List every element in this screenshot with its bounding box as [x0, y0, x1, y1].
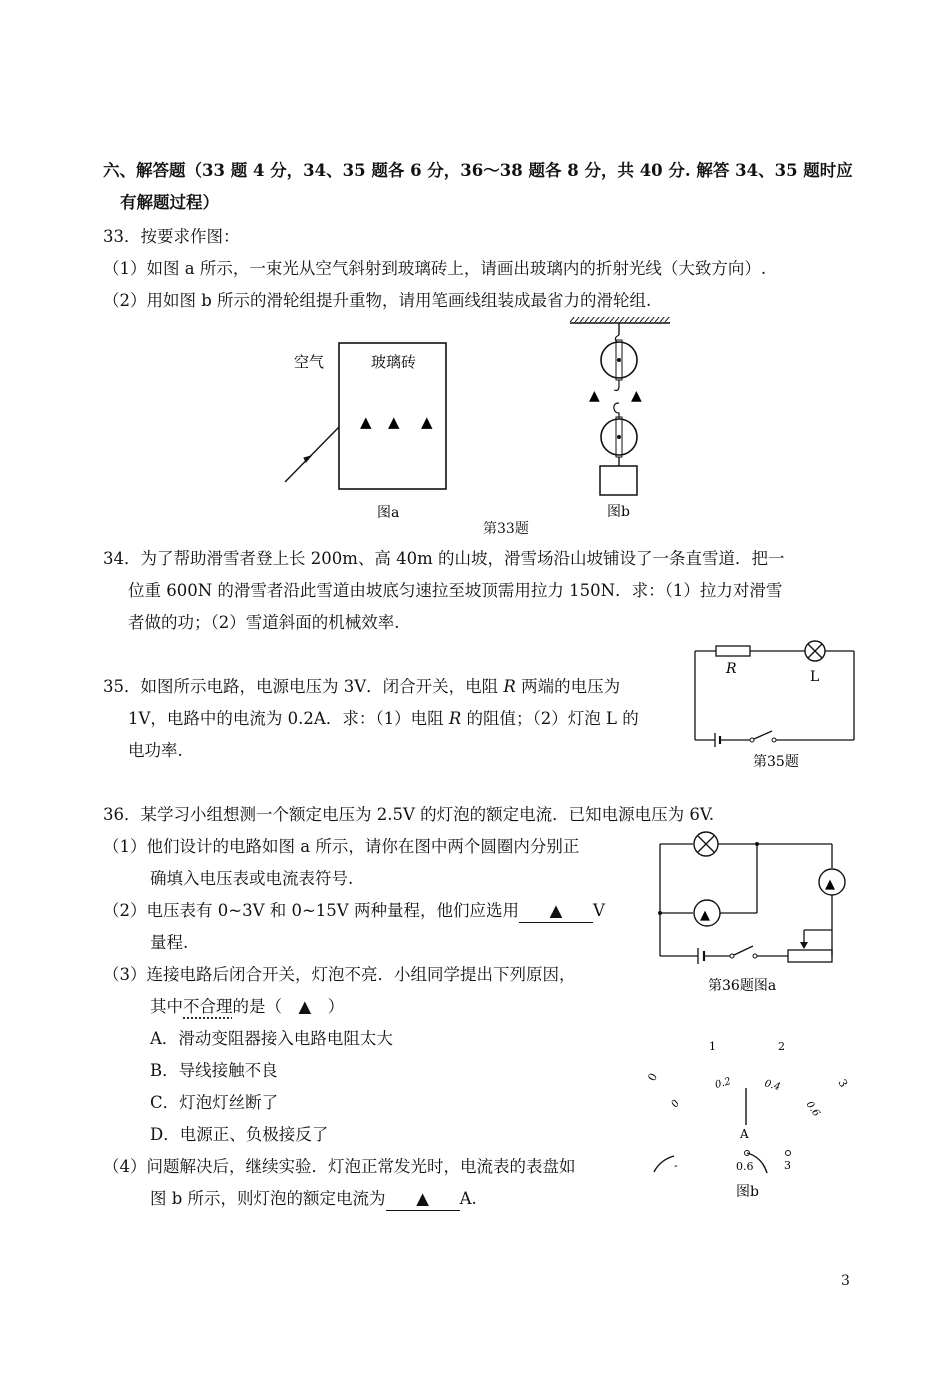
q36-part1-line1: （1）他们设计的电路如图 a 所示，请你在图中两个圆圈内分别正: [103, 837, 580, 856]
q34-line1: 34．为了帮助滑雪者登上长 200m、高 40m 的山坡，滑雪场沿山坡铺设了一条直雪道．把一: [103, 549, 785, 568]
q33-caption: 第33题: [483, 521, 529, 537]
section-title-line2: 有解题过程）: [120, 193, 219, 212]
unit-label: A: [740, 1127, 749, 1141]
fig-a-caption: 图a: [377, 505, 400, 521]
q35-line3: 电功率.: [128, 741, 183, 760]
q36-fig-b-caption: 图b: [736, 1184, 759, 1200]
lower-scale-label: 0.4: [763, 1078, 782, 1094]
upper-scale-label: 2: [778, 1040, 785, 1053]
answer-marker: ▲: [388, 413, 400, 431]
answer-marker: ▲: [589, 388, 600, 404]
terminal-label: 3: [784, 1159, 791, 1172]
q36-fig-a-caption: 第36题图a: [708, 978, 777, 994]
terminal-label: 0.6: [736, 1160, 754, 1173]
air-label: 空气: [294, 353, 325, 371]
option-c: C．灯泡灯丝断了: [150, 1093, 279, 1112]
answer-marker: ▲: [421, 413, 433, 431]
q33-figure-a: [280, 335, 460, 530]
glass-label: 玻璃砖: [371, 353, 417, 371]
l-label: L: [810, 669, 820, 685]
resistor-r: [716, 646, 750, 656]
q33-stem: 33．按要求作图：: [103, 227, 240, 246]
q35-line1: 35．如图所示电路，电源电压为 3V．闭合开关，电阻 R 两端的电压为: [103, 677, 621, 696]
q34-line3: 者做的功；（2）雪道斜面的机械效率.: [128, 613, 400, 632]
switch: [734, 946, 753, 955]
answer-blank[interactable]: ▲: [519, 900, 593, 923]
q36-circuit-a: [650, 825, 860, 1000]
q36-part4-line2: 图 b 所示，则灯泡的额定电流为 ▲ A.: [150, 1188, 477, 1211]
rheostat: [788, 950, 832, 962]
lower-scale-label: 0.6: [803, 1099, 822, 1119]
option-b: B．导线接触不良: [150, 1061, 278, 1080]
lower-scale-label: 0.2: [713, 1076, 733, 1091]
answer-marker: ▲: [631, 388, 642, 404]
lower-scale-label: 0: [669, 1098, 683, 1110]
q35-circuit: [690, 638, 860, 778]
q35-line2: 1V，电路中的电流为 0.2A．求：（1）电阻 R 的阻值；（2）灯泡 L 的: [128, 709, 639, 728]
q36-part3-line2: 其中不合理的是（ ▲ ）: [150, 997, 345, 1016]
section-title-line1: 六、解答题（33 题 4 分，34、35 题各 6 分，36～38 题各 8 分，共 40 分. 解答 34、35 题时应: [103, 161, 853, 180]
q33-figure-b: [560, 310, 680, 530]
switch: [754, 731, 772, 739]
terminal-label: -: [674, 1159, 678, 1172]
emphasis-dots: 不合理: [183, 997, 233, 1016]
answer-blank[interactable]: ▲: [386, 1188, 460, 1211]
q36-stem: 36．某学习小组想测一个额定电压为 2.5V 的灯泡的额定电流．已知电源电压为 6V.: [103, 805, 715, 824]
answer-marker: ▲: [825, 877, 835, 892]
r-label: R: [726, 661, 737, 677]
page-number: 3: [841, 1273, 850, 1289]
q35-caption: 第35题: [753, 754, 799, 770]
answer-marker: ▲: [700, 908, 710, 923]
upper-scale-label: 0: [645, 1070, 661, 1084]
q36-part2-line1: （2）电压表有 0~3V 和 0~15V 两种量程，他们应选用 ▲ V: [103, 900, 605, 923]
fig-b-caption: 图b: [607, 504, 630, 520]
ray-arrow: [304, 456, 311, 462]
incident-ray: [285, 427, 339, 482]
option-d: D．电源正、负极接反了: [150, 1125, 329, 1144]
weight-block: [600, 466, 637, 495]
q36-part3-line1: （3）连接电路后闭合开关，灯泡不亮．小组同学提出下列原因，: [103, 965, 576, 984]
q36-part2-line2: 量程.: [150, 933, 189, 952]
upper-scale-label: 1: [709, 1040, 716, 1053]
q34-line2: 位重 600N 的滑雪者沿此雪道由坡底匀速拉至坡顶需用拉力 150N．求：（1）拉力对滑雪: [128, 581, 783, 600]
q36-part4-line1: （4）问题解决后，继续实验．灯泡正常发光时，电流表的表盘如: [103, 1157, 576, 1176]
upper-scale-label: 3: [835, 1077, 851, 1090]
option-a: A．滑动变阻器接入电路电阻太大: [150, 1029, 393, 1048]
answer-marker: ▲: [360, 413, 372, 431]
q36-part1-line2: 确填入电压表或电流表符号.: [150, 869, 354, 888]
q36-ammeter-dial: [640, 1030, 860, 1205]
q33-part1: （1）如图 a 所示，一束光从空气斜射到玻璃砖上，请画出玻璃内的折射光线（大致方向）.: [103, 259, 767, 278]
q33-part2: （2）用如图 b 所示的滑轮组提升重物，请用笔画线组装成最省力的滑轮组.: [103, 291, 652, 310]
